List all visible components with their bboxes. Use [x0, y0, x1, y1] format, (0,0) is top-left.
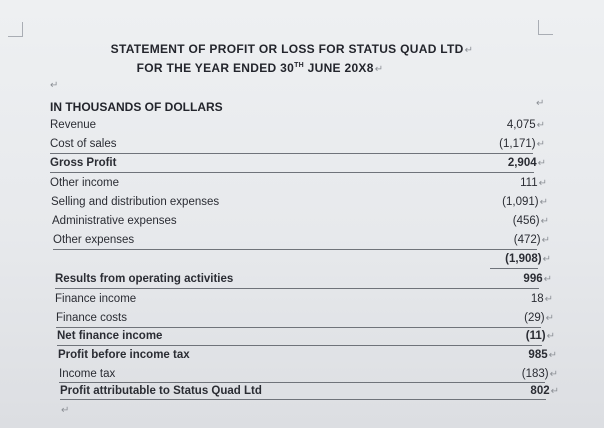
statement-row: Other income 111↵ [50, 177, 547, 189]
statement-row: (1,908)↵ [505, 253, 551, 265]
statement-row: Net finance income (11)↵ [57, 330, 555, 342]
statement-row: Cost of sales (1,171)↵ [50, 138, 545, 150]
units-heading: IN THOUSANDS OF DOLLARS [50, 100, 223, 114]
paragraph-mark-icon: ↵ [374, 64, 384, 75]
paragraph-mark-icon: ↵ [61, 405, 70, 416]
statement-row: Profit attributable to Status Quad Ltd 802↵ [60, 385, 559, 397]
statement-row: Selling and distribution expenses (1,091)↵ [51, 196, 548, 208]
statement-row: Finance costs (29)↵ [56, 312, 554, 324]
paragraph-mark-icon: ↵ [50, 80, 59, 91]
paragraph-mark-icon: ↵ [464, 45, 474, 56]
underline [50, 153, 533, 154]
statement-row: Profit before income tax 985↵ [58, 349, 557, 361]
statement-row: Results from operating activities 996↵ [55, 273, 552, 285]
statement-row: Administrative expenses (456)↵ [52, 215, 549, 227]
underline [490, 268, 538, 269]
statement-period: FOR THE YEAR ENDED 30TH JUNE 20X8↵ [136, 61, 384, 75]
statement-row: Income tax (183)↵ [59, 368, 558, 380]
underline [56, 327, 541, 328]
underline [55, 288, 539, 289]
underline [59, 382, 545, 383]
statement-row: Other expenses (472)↵ [53, 234, 550, 246]
page-corner-mark-left [8, 22, 23, 37]
statement-title: STATEMENT OF PROFIT OR LOSS FOR STATUS QUAD LTD↵ [110, 42, 474, 56]
underline [50, 172, 534, 173]
underline [57, 345, 542, 346]
statement-row: Gross Profit 2,904↵ [50, 157, 546, 169]
statement-row: Finance income 18↵ [55, 293, 553, 305]
underline [53, 249, 537, 250]
paragraph-mark-icon: ↵ [536, 98, 545, 109]
underline [60, 399, 546, 400]
page-corner-mark-right [538, 20, 553, 35]
statement-row: Revenue 4,075↵ [50, 119, 545, 131]
